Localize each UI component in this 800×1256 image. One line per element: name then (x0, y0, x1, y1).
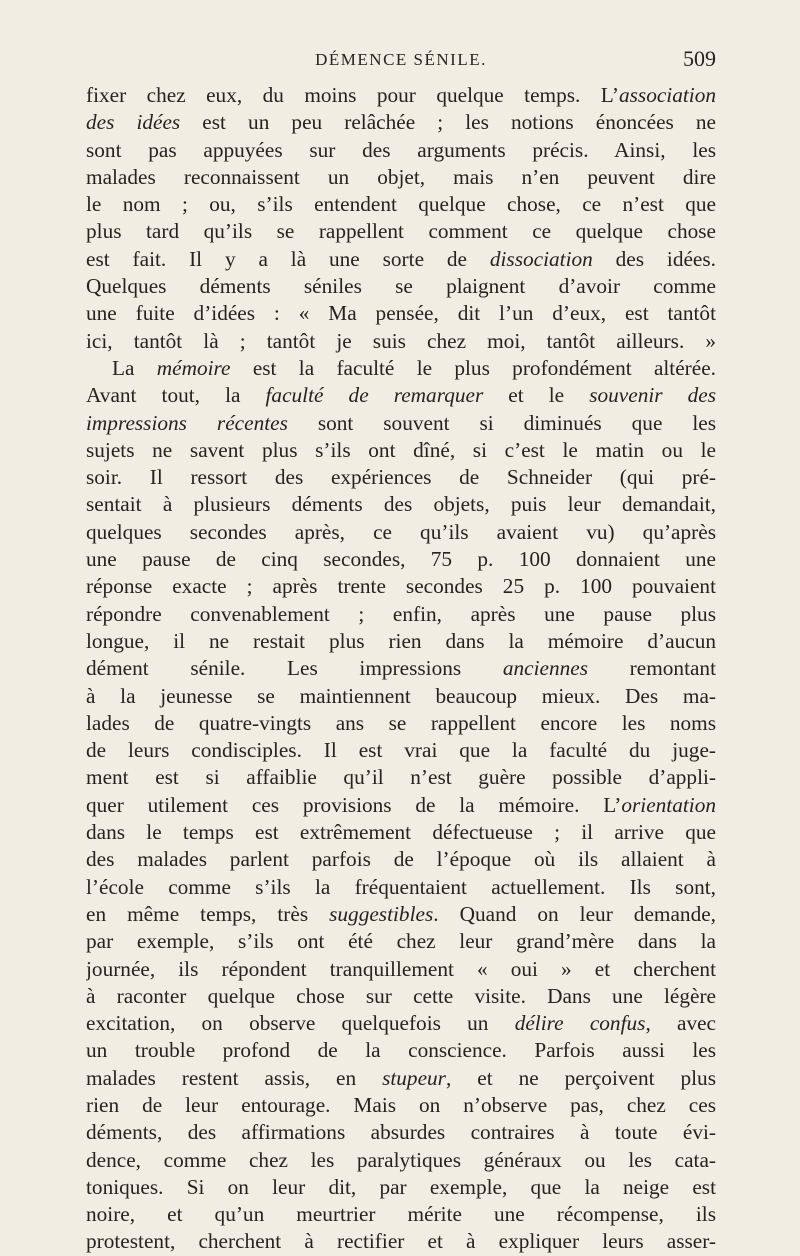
text-line: dans le temps est extrêmement défectueuse ; il arrive que (86, 820, 716, 845)
text-line: La mémoire est la faculté le plus profondément altérée. (112, 355, 716, 380)
text-line: excitation, on observe quelquefois un délire confus, avec (86, 1011, 716, 1036)
text-line: quelques secondes après, ce qu’ils avaient vu) qu’après (86, 519, 716, 544)
text-line: ici, tantôt là ; tantôt je suis chez moi, tantôt ailleurs. » (86, 328, 716, 353)
running-title: DÉMENCE SÉNILE. (315, 50, 487, 69)
text-line: réponse exacte ; après trente secondes 25 p. 100 pouvaient (86, 574, 716, 599)
text-line: sujets ne savent plus s’ils ont dîné, si c’est le matin ou le (86, 437, 716, 462)
text-line: Quelques déments séniles se plaignent d’avoir comme (86, 274, 716, 299)
text-line: impressions récentes sont souvent si diminués que les (86, 410, 716, 435)
text-line: sentait à plusieurs déments des objets, puis leur demandait, (86, 492, 716, 517)
text-line: malades restent assis, en stupeur, et ne perçoivent plus (86, 1065, 716, 1090)
text-line: le nom ; ou, s’ils entendent quelque chose, ce n’est que (86, 192, 716, 217)
text-line: des idées est un peu relâchée ; les notions énoncées ne (86, 110, 716, 135)
page-header (86, 46, 716, 76)
text-line: un trouble profond de la conscience. Parfois aussi les (86, 1038, 716, 1063)
text-line: rien de leur entourage. Mais on n’observe pas, chez ces (86, 1092, 716, 1117)
text-line: noire, et qu’un meurtrier mérite une récompense, ils (86, 1202, 716, 1227)
text-line: soir. Il ressort des expériences de Schneider (qui pré- (86, 465, 716, 490)
text-line: l’école comme s’ils la fréquentaient actuellement. Ils sont, (86, 874, 716, 899)
text-line: malades reconnaissent un objet, mais n’en peuvent dire (86, 164, 716, 189)
text-line: journée, ils répondent tranquillement « oui » et cherchent (86, 956, 716, 981)
text-line: déments, des affirmations absurdes contraires à toute évi- (86, 1120, 716, 1145)
text-line: des malades parlent parfois de l’époque où ils allaient à (86, 847, 716, 872)
text-line: ment est si affaiblie qu’il n’est guère possible d’appli- (86, 765, 716, 790)
text-line: dence, comme chez les paralytiques généraux ou les cata- (86, 1147, 716, 1172)
text-line: une pause de cinq secondes, 75 p. 100 donnaient une (86, 547, 716, 572)
text-line: fixer chez eux, du moins pour quelque temps. L’association (86, 83, 716, 107)
body-text (86, 82, 716, 1256)
text-line: Avant tout, la faculté de remarquer et le souvenir des (86, 383, 716, 408)
text-line: toniques. Si on leur dit, par exemple, que la neige est (86, 1174, 716, 1199)
text-line: protestent, cherchent à rectifier et à expliquer leurs asser- (86, 1229, 716, 1254)
text-line: quer utilement ces provisions de la mémoire. L’orientation (86, 792, 716, 817)
text-line: répondre convenablement ; enfin, après une pause plus (86, 601, 716, 626)
text-line: sont pas appuyées sur des arguments précis. Ainsi, les (86, 137, 716, 162)
text-line: est fait. Il y a là une sorte de dissociation des idées. (86, 246, 716, 271)
text-line: une fuite d’idées : « Ma pensée, dit l’un d’eux, est tantôt (86, 301, 716, 326)
text-line: par exemple, s’ils ont été chez leur grand’mère dans la (86, 929, 716, 954)
text-line: à raconter quelque chose sur cette visite. Dans une légère (86, 983, 716, 1008)
text-line: à la jeunesse se maintiennent beaucoup mieux. Des ma- (86, 683, 716, 708)
text-line: en même temps, très suggestibles. Quand on leur demande, (86, 901, 716, 926)
text-line: de leurs condisciples. Il est vrai que la faculté du juge- (86, 738, 716, 763)
page-number: 509 (683, 46, 716, 71)
text-line: plus tard qu’ils se rappellent comment ce quelque chose (86, 219, 716, 244)
text-line: lades de quatre-vingts ans se rappellent encore les noms (86, 710, 716, 735)
text-line: longue, il ne restait plus rien dans la mémoire d’aucun (86, 628, 716, 653)
text-line: dément sénile. Les impressions anciennes remontant (86, 656, 716, 681)
